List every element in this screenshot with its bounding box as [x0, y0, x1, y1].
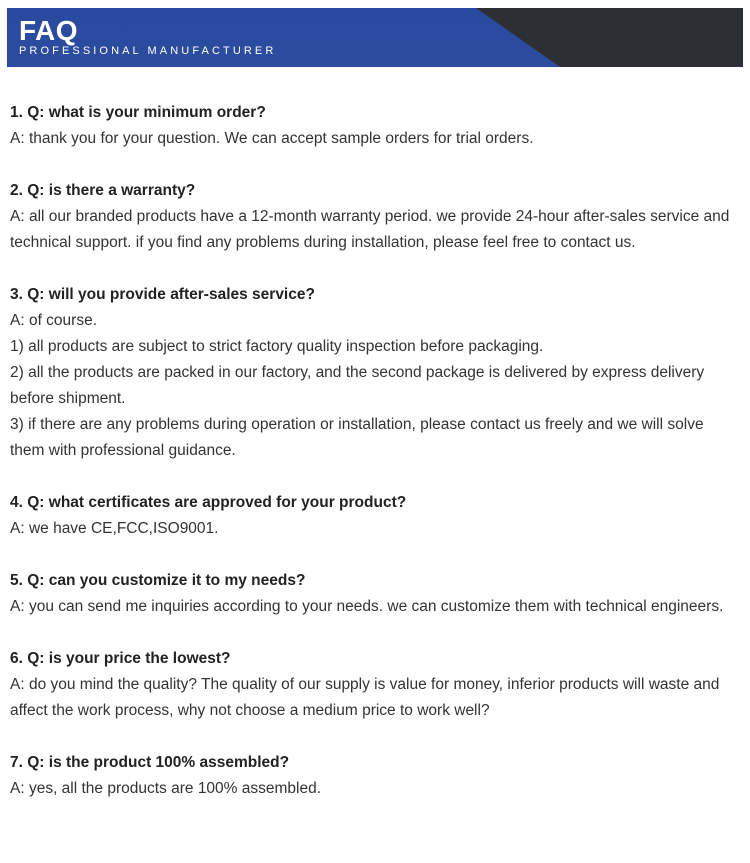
faq-item-2 — [10, 178, 740, 256]
faq-question: 5. Q: can you customize it to my needs? — [10, 572, 306, 589]
faq-answer: A: thank you for your question. We can accept sample orders for trial orders. — [10, 130, 534, 147]
faq-answer: A: of course. — [10, 312, 98, 329]
faq-question: 2. Q: is there a warranty? — [10, 182, 196, 199]
faq-item-3 — [10, 282, 740, 464]
faq-list — [10, 100, 740, 828]
faq-item-6 — [10, 646, 740, 724]
banner-subtitle: PROFESSIONAL MANUFACTURER — [19, 45, 277, 57]
banner-blue-panel — [7, 8, 743, 67]
faq-answer: A: you can send me inquiries according to your needs. we can customize them with technical engineers. — [10, 598, 724, 615]
faq-item-5 — [10, 568, 740, 620]
faq-answer-point-2: 2) all the products are packed in our factory, and the second package is delivered by express delivery before shipment. — [10, 364, 705, 407]
faq-item-4 — [10, 490, 740, 542]
faq-question: 4. Q: what certificates are approved for your product? — [10, 494, 407, 511]
faq-question: 7. Q: is the product 100% assembled? — [10, 754, 290, 771]
faq-answer: A: do you mind the quality? The quality of our supply is value for money, inferior products will waste and affect the work process, why not choose a medium price to work well? — [10, 676, 720, 719]
faq-question: 1. Q: what is your minimum order? — [10, 104, 266, 121]
faq-item-1 — [10, 100, 740, 152]
faq-answer-point-1: 1) all products are subject to strict factory quality inspection before packaging. — [10, 338, 544, 355]
faq-answer: A: all our branded products have a 12-month warranty period. we provide 24-hour after-sales service and technical support. if you find any problems during installation, please feel free to contact us. — [10, 208, 730, 251]
faq-answer: A: yes, all the products are 100% assembled. — [10, 780, 322, 797]
banner-title: FAQ — [19, 15, 79, 46]
faq-item-7 — [10, 750, 740, 802]
faq-banner — [7, 8, 743, 67]
faq-answer-point-3: 3) if there are any problems during operation or installation, please contact us freely and we will solve them with professional guidance. — [10, 416, 704, 459]
faq-question: 6. Q: is your price the lowest? — [10, 650, 231, 667]
faq-answer: A: we have CE,FCC,ISO9001. — [10, 520, 219, 537]
faq-question: 3. Q: will you provide after-sales service? — [10, 286, 315, 303]
